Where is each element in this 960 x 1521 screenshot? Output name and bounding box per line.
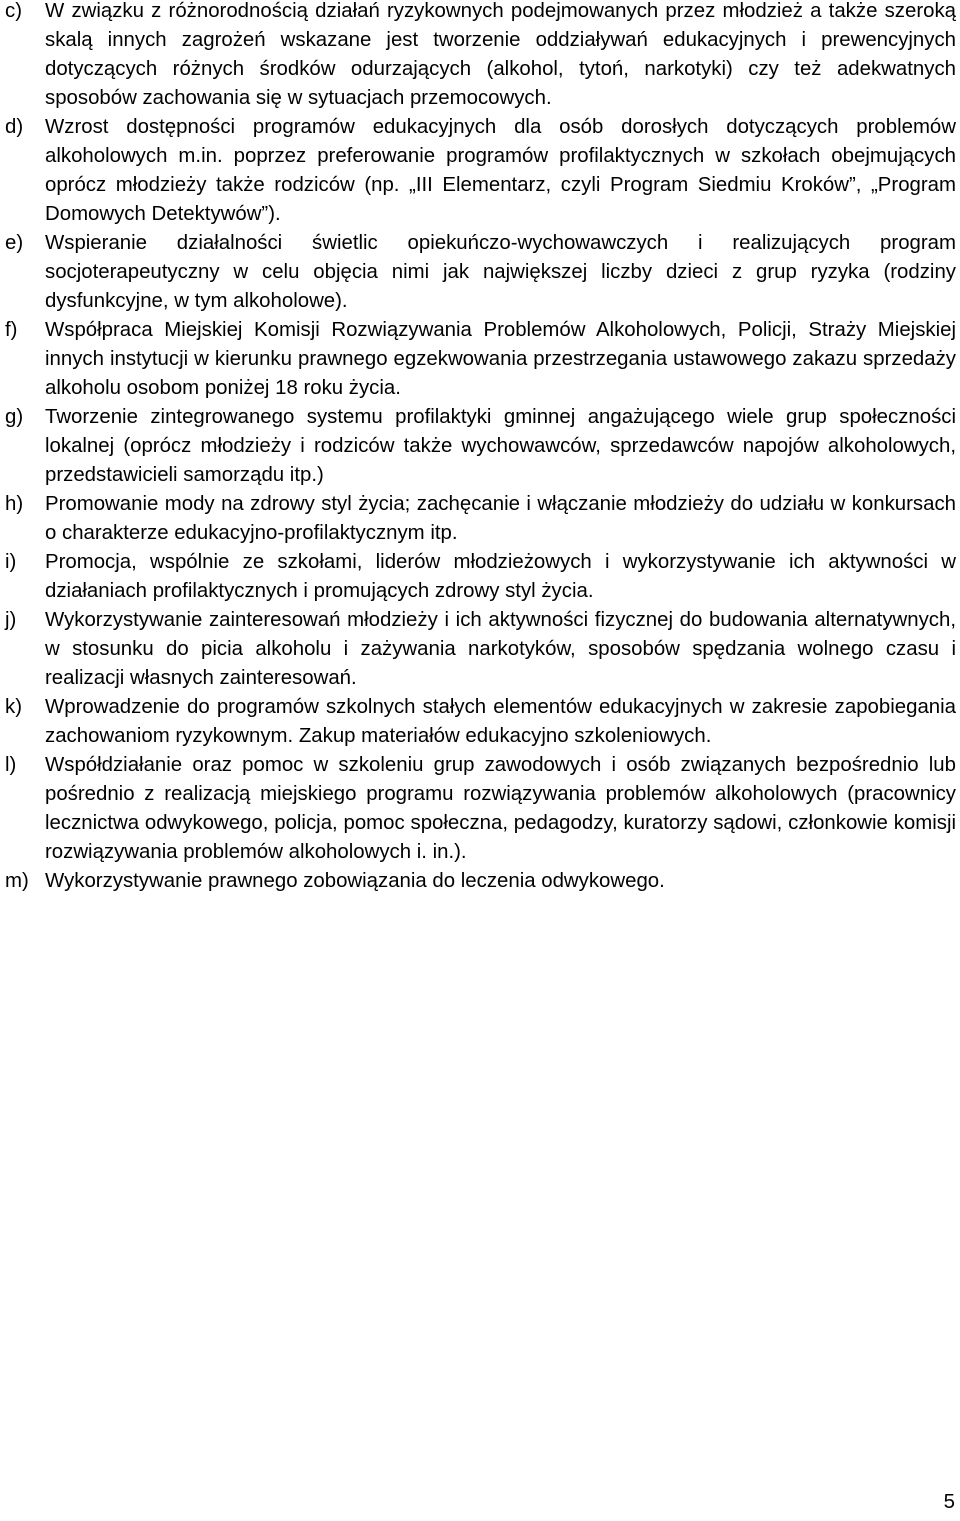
list-item-marker: g) xyxy=(5,406,24,428)
list-item-text: Wykorzystywanie prawnego zobowiązania do leczenia odwykowego. xyxy=(45,870,665,892)
list-item-text: Współpraca Miejskiej Komisji Rozwiązywania Problemów Alkoholowych, Policji, Straży Miejskiej innych instytucji w kierunku prawnego egzekwowania przestrzegania ustawowego zakazu sprzedaży alkoholu osobom poniżej 18 roku życia. xyxy=(45,319,956,399)
list-item-marker: i) xyxy=(5,551,17,573)
list-item-text: Tworzenie zintegrowanego systemu profilaktyki gminnej angażującego wiele grup społeczności lokalnej (oprócz młodzieży i rodziców także wychowawców, sprzedawców napojów alkoholowych, przedstawicieli samorządu itp.) xyxy=(45,406,956,486)
list-item-text: Wspieranie działalności świetlic opiekuńczo-wychowawczych i realizujących program socjoterapeutyczny w celu objęcia nimi jak największej liczby dzieci z grup ryzyka (rodziny dysfunkcyjne, w tym alkoholowe). xyxy=(45,232,956,312)
list-item-text: Współdziałanie oraz pomoc w szkoleniu grup zawodowych i osób związanych bezpośrednio lub pośrednio z realizacją miejskiego programu rozwiązywania problemów alkoholowych (pracownicy lecznictwa odwykowego, policja, pomoc społeczna, pedagodzy, kuratorzy sądowi, członkowie komisji rozwiązywania problemów alkoholowych i. in.). xyxy=(45,754,956,863)
list-item-h xyxy=(5,490,956,548)
list-item-g xyxy=(5,403,956,490)
list-item-text: Wprowadzenie do programów szkolnych stałych elementów edukacyjnych w zakresie zapobiegania zachowaniom ryzykownym. Zakup materiałów edukacyjno szkoleniowych. xyxy=(45,696,956,747)
list-item-marker: j) xyxy=(5,609,17,631)
list-item-text: W związku z różnorodnością działań ryzykownych podejmowanych przez młodzież a także szeroką skalą innych zagrożeń wskazane jest tworzenie oddziaływań edukacyjnych i prewencyjnych dotyczących różnych środków odurzających (alkohol, tytoń, narkotyki) czy też adekwatnych sposobów zachowania się w sytuacjach przemocowych. xyxy=(45,0,956,109)
list-item-j xyxy=(5,606,956,693)
list-item-marker: c) xyxy=(5,0,22,22)
list-item-marker: d) xyxy=(5,116,24,138)
list-item-m xyxy=(5,867,956,896)
list-item-f xyxy=(5,316,956,403)
list-item-marker: f) xyxy=(5,319,18,341)
list-item-l xyxy=(5,751,956,867)
measures-list xyxy=(5,0,956,896)
list-item-text: Promowanie mody na zdrowy styl życia; zachęcanie i włączanie młodzieży do udziału w konkursach o charakterze edukacyjno-profilaktycznym itp. xyxy=(45,493,956,544)
list-item-c xyxy=(5,0,956,113)
list-item-marker: e) xyxy=(5,232,24,254)
list-item-d xyxy=(5,113,956,229)
list-item-k xyxy=(5,693,956,751)
list-item-e xyxy=(5,229,956,316)
list-item-marker: h) xyxy=(5,493,24,515)
list-item-text: Promocja, wspólnie ze szkołami, liderów młodzieżowych i wykorzystywanie ich aktywności w działaniach profilaktycznych i promujących zdrowy styl życia. xyxy=(45,551,956,602)
list-item-text: Wykorzystywanie zainteresowań młodzieży i ich aktywności fizycznej do budowania alternatywnych, w stosunku do picia alkoholu i zażywania narkotyków, sposobów spędzania wolnego czasu i realizacji własnych zainteresowań. xyxy=(45,609,956,689)
list-item-marker: l) xyxy=(5,754,17,776)
list-item-text: Wzrost dostępności programów edukacyjnych dla osób dorosłych dotyczących problemów alkoholowych m.in. poprzez preferowanie programów profilaktycznych w szkołach obejmujących oprócz młodzieży także rodziców (np. „III Elementarz, czyli Program Siedmiu Kroków”, „Program Domowych Detektywów”). xyxy=(45,116,956,225)
page-number: 5 xyxy=(943,1491,955,1513)
list-item-i xyxy=(5,548,956,606)
list-item-marker: k) xyxy=(5,696,22,718)
list-item-marker: m) xyxy=(5,870,29,892)
